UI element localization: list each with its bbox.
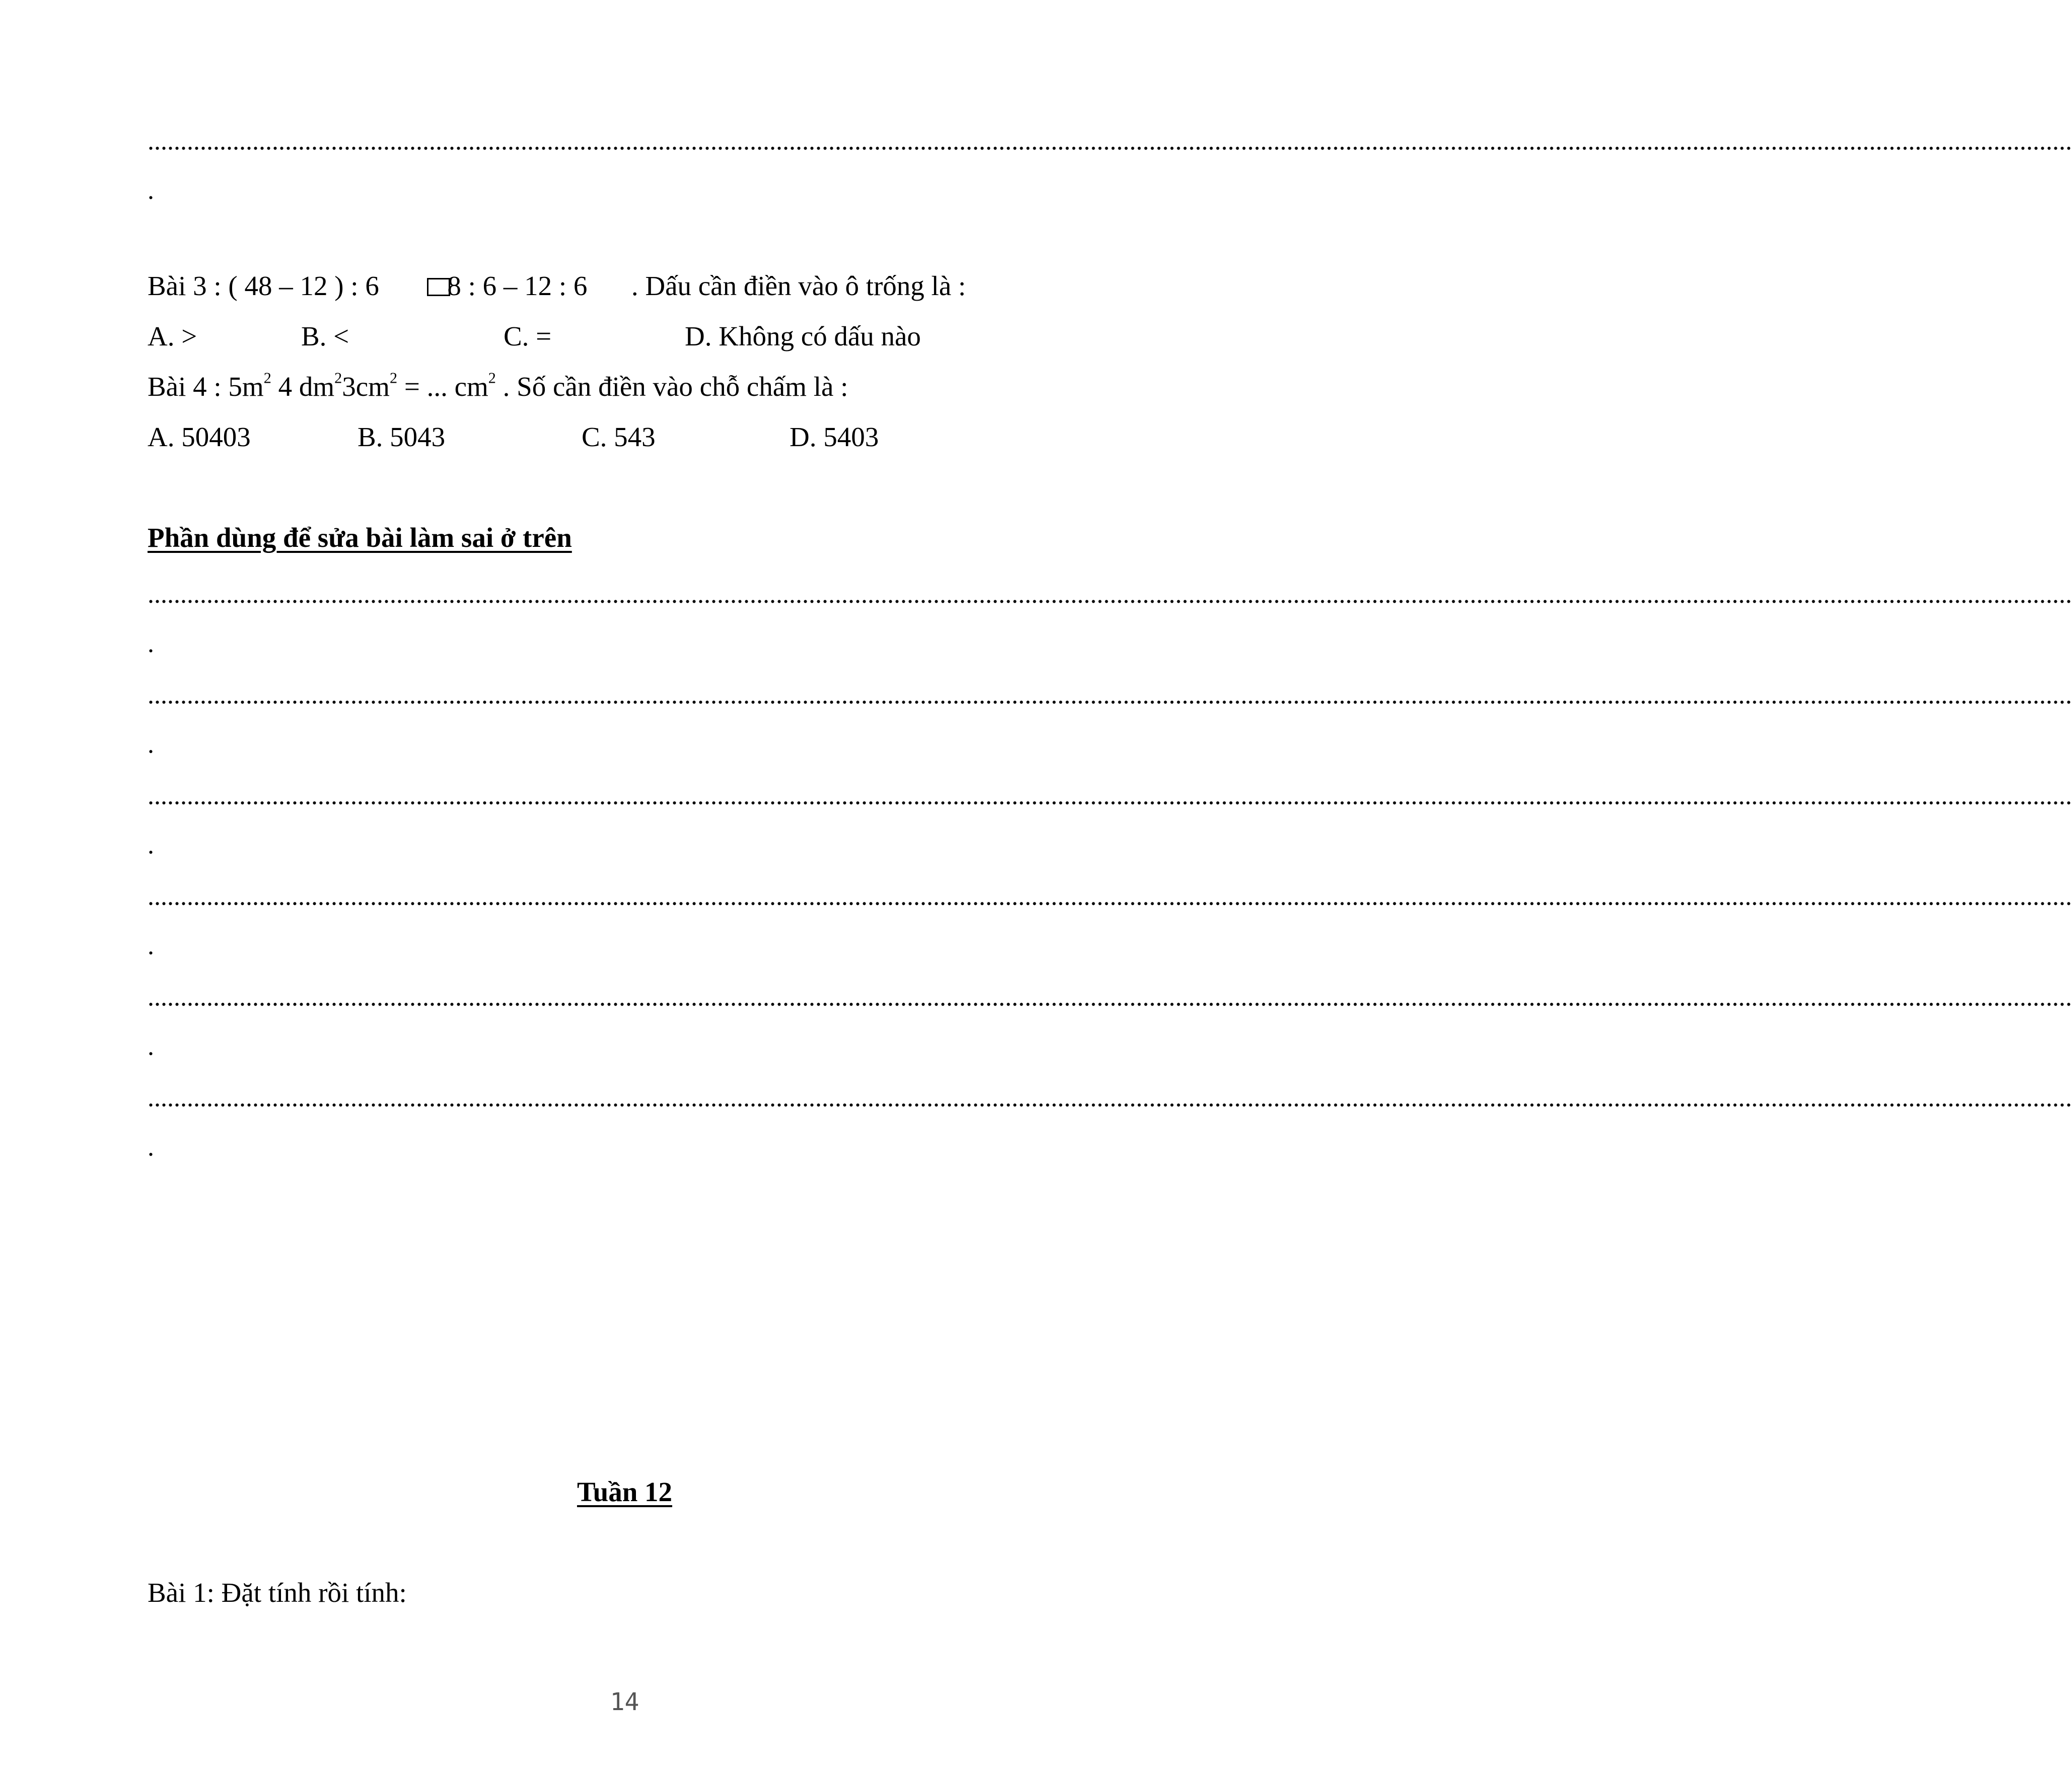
exercise-3-option-a: A. > (148, 321, 197, 351)
exercise-3-option-b: B. < (301, 321, 349, 351)
exercise-3-option-c: C. = (504, 321, 552, 351)
dotted-answer-line: ...................................................................................................................................................................................................................................................................................................... (148, 681, 2072, 710)
dotted-line-end: . (148, 1032, 154, 1061)
exercise-3 (148, 272, 966, 300)
exercise-3-suffix: . Dấu cần điền vào ô trống là : (631, 270, 966, 301)
dotted-line-end: . (148, 629, 154, 658)
dotted-answer-line: ...................................................................................................................................................................................................................................................................................................... (148, 782, 2072, 810)
correction-heading: Phần dùng để sửa bài làm sai ở trên (148, 522, 572, 553)
exercise-4-option-c: C. 543 (582, 421, 656, 452)
dotted-line-end: . (148, 1133, 154, 1162)
superscript: 2 (334, 369, 342, 387)
dotted-line-end: . (148, 932, 154, 960)
exercise-4-part-5: . Số cần điền vào chỗ chấm là : (495, 371, 848, 402)
week-title: Tuần 12 (577, 1476, 673, 1507)
page-number: 14 (610, 1688, 639, 1716)
exercise-3-prefix: Bài 3 : ( 48 – 12 ) : 6 (148, 270, 379, 301)
exercise-4-option-d: D. 5403 (790, 421, 879, 452)
superscript: 2 (263, 369, 271, 387)
dotted-answer-line: ...................................................................................................................................................................................................................................................................................................... (148, 882, 2072, 911)
exercise-4-part-3: 3cm (342, 371, 390, 402)
exercise-1: Bài 1: Đặt tính rồi tính: (148, 1577, 407, 1608)
dotted-answer-line: ...................................................................................................................................................................................................................................................................................................... (148, 127, 2072, 156)
dotted-answer-line: ...................................................................................................................................................................................................................................................................................................... (148, 1084, 2072, 1112)
superscript: 2 (488, 369, 496, 387)
dotted-line-end: . (148, 831, 154, 860)
dotted-line-end: . (148, 730, 154, 759)
exercise-4-part-4: = ... cm (397, 371, 488, 402)
exercise-3-middle: 8 : 6 – 12 : 6 (447, 270, 588, 301)
dotted-answer-line: ...................................................................................................................................................................................................................................................................................................... (148, 580, 2072, 609)
exercise-4-option-a: A. 50403 (148, 421, 251, 452)
exercise-4-option-b: B. 5043 (358, 421, 446, 452)
exercise-4-part-2: 4 dm (271, 371, 335, 402)
exercise-4 (148, 369, 848, 402)
exercise-3-option-d: D. Không có dấu nào (685, 321, 921, 351)
exercise-4-part-1: Bài 4 : 5m (148, 371, 264, 402)
superscript: 2 (389, 369, 398, 387)
dotted-line-end: . (148, 176, 154, 205)
dotted-answer-line: ...................................................................................................................................................................................................................................................................................................... (148, 983, 2072, 1012)
